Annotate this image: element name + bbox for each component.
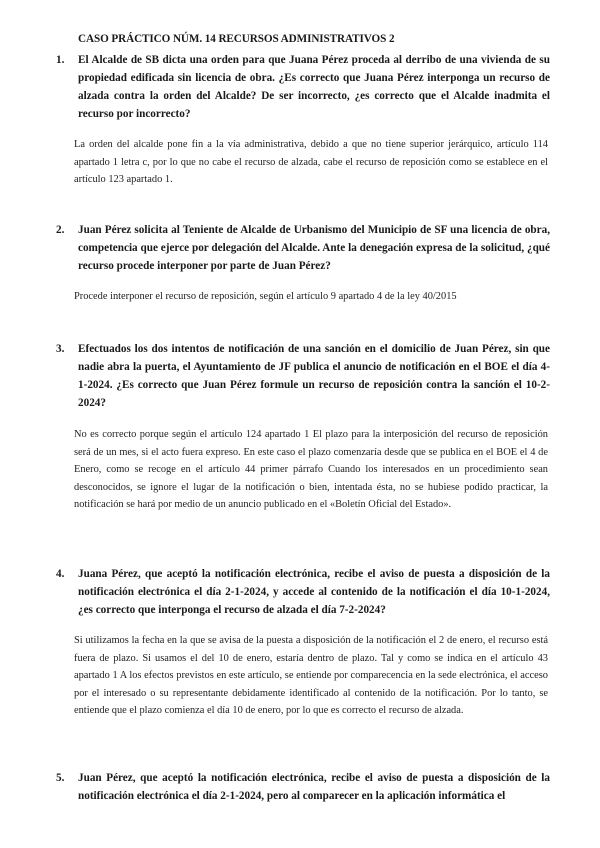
answer-1: La orden del alcalde pone fin a la vía administrativa, debido a que no tiene superior jerárquico, artículo 114 apartado 1 letra c, por lo que no cabe el recurso de alzada, cabe el recurso de reposición como se establece en el artículo 123 apartado 1. — [74, 139, 548, 185]
answer-2: Procede interponer el recurso de reposición, según el artículo 9 apartado 4 de la ley 40/2015 — [74, 291, 457, 302]
question-1 — [56, 51, 550, 123]
question-number: 5. — [56, 772, 65, 784]
question-2 — [56, 221, 550, 275]
question-text: Juana Pérez, que aceptó la notificación electrónica, recibe el aviso de puesta a disposición de la notificación electrónica el día 2-1-2024, y accede al contenido de la notificación el día 10-1-2024, ¿es correcto que interponga el recurso de alzada el día 7-2-2024? — [78, 568, 550, 616]
question-text: Juan Pérez solicita al Teniente de Alcalde de Urbanismo del Municipio de SF una licencia de obra, competencia que ejerce por delegación del Alcalde. Ante la denegación expresa de la solicitud, ¿qué recurso procede interponer por parte de Juan Pérez? — [78, 224, 550, 272]
question-number: 2. — [56, 224, 65, 236]
question-text: Efectuados los dos intentos de notificación de una sanción en el domicilio de Juan Pérez, sin que nadie abra la puerta, el Ayuntamiento de JF publica el anuncio de notificación en el BOE el día 4-1-2024. ¿Es correcto que Juan Pérez formule un recurso de reposición contra la sanción el 10-2-2024? — [78, 343, 550, 409]
question-text: Juan Pérez, que aceptó la notificación electrónica, recibe el aviso de puesta a disposición de la notificación electrónica el día 2-1-2024, pero al comparecer en la aplicación informática el — [78, 772, 550, 802]
question-number: 4. — [56, 568, 65, 580]
question-number: 3. — [56, 343, 65, 355]
page-title: CASO PRÁCTICO NÚM. 14 RECURSOS ADMINISTRATIVOS 2 — [78, 33, 395, 45]
answer-4: Si utilizamos la fecha en la que se avisa de la puesta a disposición de la notificación el 2 de enero, el recurso está fuera de plazo. Si usamos el del 10 de enero, estaría dentro de plazo. Tal y como se indica en el artículo 43 apartado 1 A los efectos previstos en este artículo, se entiende por comparecencia en la sede electrónica, el acceso por el interesado o su representante debidamente identificado al contenido de la notificación. Por lo tanto, se entiende que el plazo comienza el día 10 de enero, por lo que es correcto el recurso de alzada. — [74, 635, 548, 716]
question-3 — [56, 340, 550, 412]
question-4 — [56, 565, 550, 619]
question-5 — [56, 769, 550, 805]
answer-3: No es correcto porque según el artículo 124 apartado 1 El plazo para la interposición del recurso de reposición será de un mes, si el acto fuera expreso. En este caso el plazo comenzaría desde que se publica en el BOE el 4 de Enero, como se recoge en el artículo 44 primer párrafo Cuando los interesados en un procedimiento sean desconocidos, se ignore el lugar de la notificación o bien, intentada ésta, no se hubiese podido practicar, la notificación se hará por medio de un anuncio publicado en el «Boletín Oficial del Estado». — [74, 429, 548, 510]
question-number: 1. — [56, 54, 65, 66]
question-text: El Alcalde de SB dicta una orden para que Juana Pérez proceda al derribo de una vivienda de su propiedad edificada sin licencia de obra. ¿Es correcto que Juana Pérez interponga un recurso de alzada contra la orden del Alcalde? De ser incorrecto, ¿es correcto que el Alcalde inadmita el recurso por incorrecto? — [78, 54, 550, 120]
